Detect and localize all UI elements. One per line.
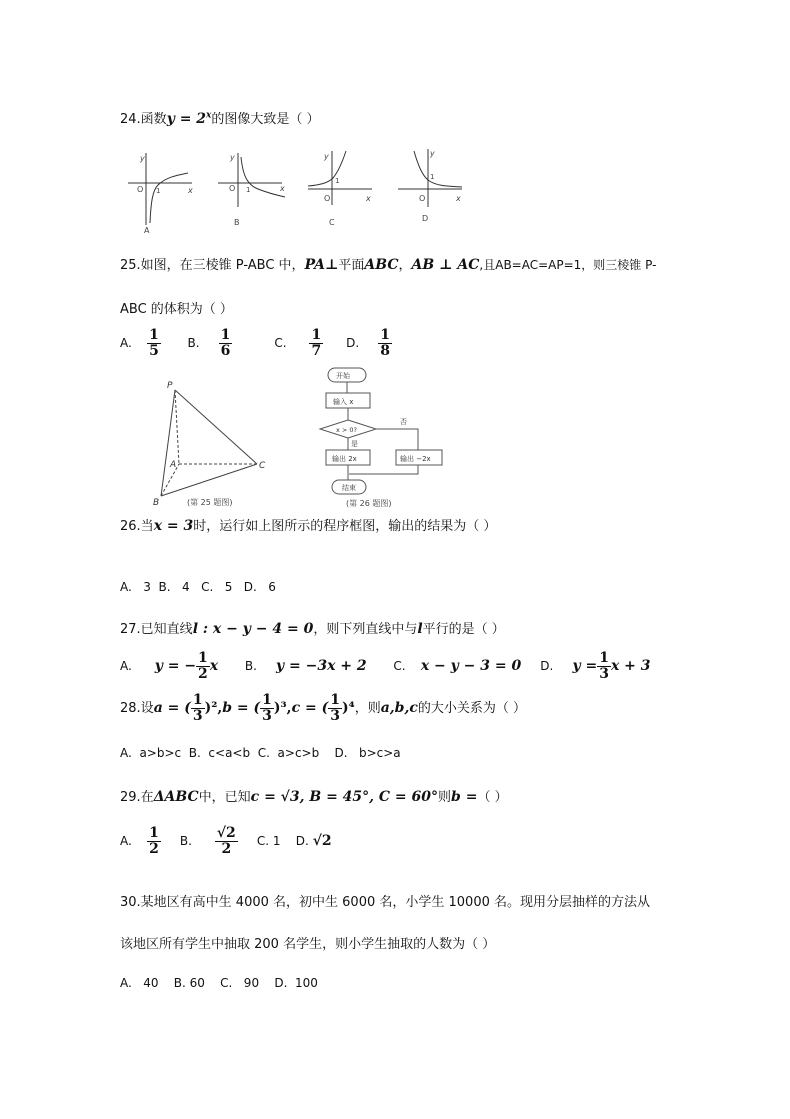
q27-prefix: 27.已知直线 xyxy=(120,622,193,637)
pyramid-edges xyxy=(161,390,257,496)
graph-d-x-label: x xyxy=(456,194,461,203)
frac-den: 2 xyxy=(198,666,208,682)
q27-option-a[interactable] xyxy=(120,650,219,682)
graph-c-y-label: y xyxy=(324,152,329,161)
q30-stem-line1: 30.某地区有高中生 4000 名，初中生 6000 名，小学生 10000 名。现用分层抽样的方法从 xyxy=(120,895,650,910)
q29-options xyxy=(120,826,332,857)
pyramid-figure xyxy=(145,368,285,514)
graph-a-x-label: x xyxy=(188,186,193,195)
graph-a-label: A xyxy=(144,226,150,235)
q29-option-a-label: A. xyxy=(120,834,132,848)
vertex-p-label: P xyxy=(167,381,173,391)
vertex-a-label: A xyxy=(170,460,177,470)
flow-input-text: 输入 x xyxy=(333,398,354,406)
q27-option-d[interactable] xyxy=(540,650,651,682)
flow-yes-label: 是 xyxy=(351,440,358,448)
graph-c-label: C xyxy=(329,218,335,227)
frac-den: 6 xyxy=(220,343,231,359)
q27-mid: ，则下列直线中与 xyxy=(313,622,418,637)
q27-option-c-expr: x − y − 3 = 0 xyxy=(420,658,522,674)
q25-suffix: ,且AB=AC=AP=1，则三棱锥 P- xyxy=(479,258,657,272)
q30-stem-line2: 该地区所有学生中抽取 200 名学生，则小学生抽取的人数为（ ） xyxy=(120,937,496,952)
flow-no-label: 否 xyxy=(400,418,407,426)
q27-option-d-post: x + 3 xyxy=(610,658,651,674)
q27-option-a-frac xyxy=(196,651,210,682)
graph-c xyxy=(308,151,372,205)
frac-den: 3 xyxy=(192,708,203,724)
q24-stem xyxy=(120,108,320,127)
q25-ab-perp-ac: AB ⊥ AC xyxy=(411,257,480,273)
figure-26-caption: (第 26 题图) xyxy=(346,499,392,508)
q25-comma: ， xyxy=(398,258,412,273)
q25-plane: 平面 xyxy=(338,258,365,273)
q29-option-c[interactable]: C. 1 xyxy=(256,834,281,848)
q25-abc: ABC xyxy=(364,257,399,273)
q25-option-c[interactable] xyxy=(274,327,323,359)
q25-option-a-label: A. xyxy=(120,336,132,350)
flow-cond-text: x > 0? xyxy=(336,426,358,434)
vertex-c-label: C xyxy=(259,461,266,471)
q24-prefix: 24.函数 xyxy=(120,112,167,127)
q24-graphs xyxy=(120,145,480,235)
q29-option-d[interactable] xyxy=(296,834,332,848)
q27-option-a-pre: y = − xyxy=(154,658,197,674)
q27-option-c-label: C. xyxy=(393,659,406,673)
q24-suffix: 的图像大致是（ ） xyxy=(211,112,320,127)
q24-formula: y = 2 xyxy=(166,111,207,127)
q25-option-d-label: D. xyxy=(346,336,360,350)
q29-suffix: （ ） xyxy=(477,790,508,805)
frac-num: 1 xyxy=(149,825,159,841)
q29-b: b = xyxy=(451,789,478,805)
q28-a-pre: a = ( xyxy=(153,700,191,716)
flow-end-text: 结束 xyxy=(342,484,356,492)
frac-den: 7 xyxy=(311,343,322,359)
q27-option-a-label: A. xyxy=(120,659,132,673)
flowchart-figure xyxy=(318,364,458,512)
q28-a-exp: )², xyxy=(204,700,223,716)
frac-num: 1 xyxy=(149,327,159,343)
q27-l: l xyxy=(417,621,423,637)
flow-start-text: 开始 xyxy=(336,372,350,380)
q28-c-pre: c = ( xyxy=(291,700,329,716)
frac-den: 2 xyxy=(221,841,232,857)
q27-option-b[interactable] xyxy=(245,659,367,673)
q25-pa: PA xyxy=(304,257,325,273)
graph-c-origin: O xyxy=(324,194,331,203)
vertex-b-label: B xyxy=(153,498,160,508)
q28-vars: a,b,c xyxy=(380,700,418,716)
q25-option-d-frac xyxy=(378,328,392,359)
graph-b-one: 1 xyxy=(246,186,251,194)
graph-b-x-label: x xyxy=(280,184,285,193)
q27-option-b-label: B. xyxy=(244,659,257,673)
q28-b-pre: b = ( xyxy=(222,700,261,716)
frac-num: 1 xyxy=(262,692,272,708)
q28-c-frac xyxy=(328,693,342,724)
q29-then: 则 xyxy=(438,790,452,805)
q26-formula: x = 3 xyxy=(153,518,194,534)
graph-c-x-label: x xyxy=(366,194,371,203)
q25-option-b-label: B. xyxy=(187,336,200,350)
q27-suffix: 平行的是（ ） xyxy=(422,622,505,637)
graph-c-one: 1 xyxy=(335,177,340,185)
q25-perp: ⊥ xyxy=(324,257,339,273)
q27-option-d-label: D. xyxy=(540,659,554,673)
graph-b xyxy=(218,153,285,207)
flow-out1-text: 输出 2x xyxy=(332,455,357,463)
q28-suffix: 的大小关系为（ ） xyxy=(417,701,527,716)
frac-den: 3 xyxy=(599,666,609,682)
q29-option-d-expr: √2 xyxy=(312,833,332,849)
q29-option-d-label: D. xyxy=(295,834,309,848)
q28-b-exp: )³, xyxy=(273,700,292,716)
q26-prefix: 26.当 xyxy=(120,519,154,534)
q28-prefix: 28.设 xyxy=(120,701,154,716)
q25-options xyxy=(120,328,392,359)
q29-formula: c = √3, B = 45°, C = 60° xyxy=(250,789,439,805)
frac-den: 3 xyxy=(262,708,272,724)
graph-a-origin: O xyxy=(137,185,144,194)
q28-a-frac xyxy=(191,693,205,724)
q29-option-a[interactable] xyxy=(120,825,161,857)
frac-num: 1 xyxy=(198,650,208,666)
q27-option-d-pre: y = xyxy=(572,658,598,674)
graph-d-y-label: y xyxy=(430,149,435,158)
q25-stem xyxy=(120,254,656,273)
q26-options[interactable]: A. 3 B. 4 C. 5 D. 6 xyxy=(120,580,276,594)
graph-a-y-label: y xyxy=(140,154,145,163)
q26-suffix: 时，运行如上图所示的程序框图，输出的结果为（ ） xyxy=(193,519,497,534)
q27-formula: l : x − y − 4 = 0 xyxy=(192,621,314,637)
q27-stem xyxy=(120,618,505,637)
q25-stem-line2: ABC 的体积为（ ） xyxy=(120,302,233,317)
q29-option-b-label: B. xyxy=(179,834,192,848)
frac-num: 1 xyxy=(192,692,203,708)
frac-den: 5 xyxy=(149,343,159,359)
q27-option-a-post: x xyxy=(209,658,219,674)
q27-option-c[interactable] xyxy=(393,659,521,673)
q25-option-a[interactable] xyxy=(120,327,161,359)
graph-b-origin: O xyxy=(229,184,236,193)
flow-out2-text: 输出 −2x xyxy=(400,455,431,463)
q27-option-b-expr: y = −3x + 2 xyxy=(275,658,367,674)
q25-option-c-label: C. xyxy=(274,336,287,350)
q28-b-frac xyxy=(260,693,274,724)
q29-option-b-frac xyxy=(215,826,238,857)
frac-den: 8 xyxy=(380,343,390,359)
q25-option-b-frac xyxy=(219,328,233,359)
q28-c-exp: )⁴ xyxy=(341,700,355,716)
q27-options xyxy=(120,651,651,682)
q25-option-c-frac xyxy=(309,328,323,359)
frac-den: 3 xyxy=(330,708,340,724)
q26-stem xyxy=(120,515,496,534)
q29-prefix: 29.在 xyxy=(120,790,154,805)
frac-num: √2 xyxy=(216,825,236,841)
graph-b-y-label: y xyxy=(230,153,235,162)
graph-d-label: D xyxy=(422,214,429,223)
graph-d-origin: O xyxy=(419,194,426,203)
q30-options[interactable]: A. 40 B. 60 C. 90 D. 100 xyxy=(120,976,318,990)
graph-a-one: 1 xyxy=(156,187,161,195)
frac-num: 1 xyxy=(380,327,390,343)
q25-option-b[interactable] xyxy=(187,327,233,359)
frac-num: 1 xyxy=(311,327,322,343)
q25-option-d[interactable] xyxy=(346,327,392,359)
figure-25-caption: (第 25 题图) xyxy=(187,498,233,507)
q27-option-d-frac xyxy=(597,651,611,682)
q24-exponent: x xyxy=(206,110,212,121)
frac-num: 1 xyxy=(220,327,231,343)
frac-num: 1 xyxy=(330,692,340,708)
q28-options[interactable]: A. a>b>c B. c<a<b C. a>c>b D. b>c>a xyxy=(120,746,401,760)
graph-b-label: B xyxy=(234,218,240,227)
q25-prefix: 25.如图，在三棱锥 P-ABC 中， xyxy=(120,258,305,273)
q28-stem xyxy=(120,693,526,724)
graph-d-one: 1 xyxy=(430,173,435,181)
q29-stem xyxy=(120,786,508,805)
q29-option-b[interactable] xyxy=(179,825,238,857)
q25-option-a-frac xyxy=(147,328,161,359)
q29-mid: 中，已知 xyxy=(198,790,251,805)
q28-mid: ，则 xyxy=(354,701,381,716)
frac-den: 2 xyxy=(149,841,159,857)
q29-triangle: ΔABC xyxy=(153,789,199,805)
q29-option-a-frac xyxy=(147,826,161,857)
frac-num: 1 xyxy=(599,650,609,666)
